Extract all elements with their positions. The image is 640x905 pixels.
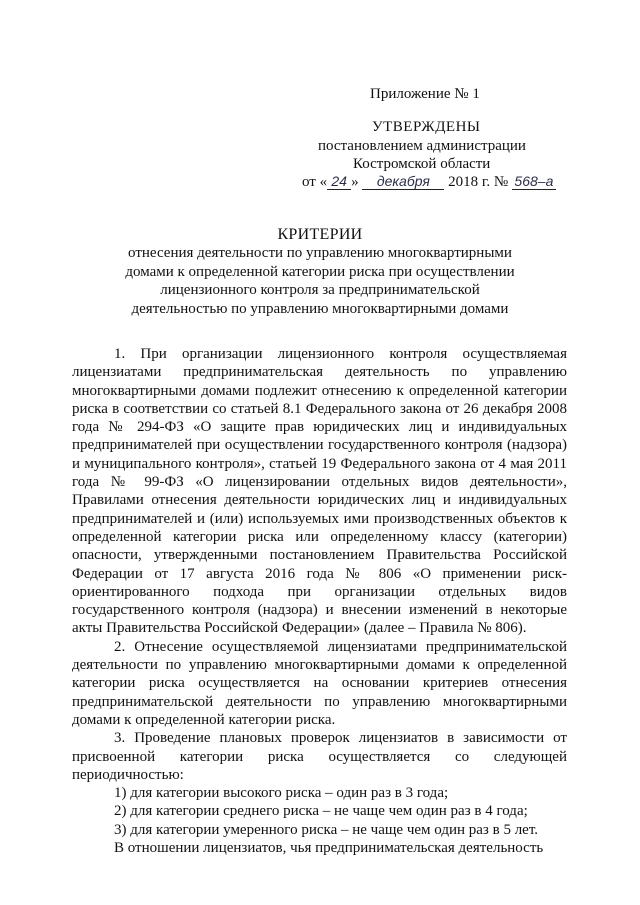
appendix-label: Приложение № 1 [370,86,480,102]
paragraph-1: 1. При организации лицензионного контроля осуществляемая лицензиатами предпринимательская деятельность по управлению многоквартирными домами подлежит отнесению к определенной категории риска в соответствии со статьей 8.1 Федерального закона от 26 декабря 2008 года № 294-ФЗ «О защите прав юридических лиц и индивидуальных предпринимателей при осуществлении государственного контроля (надзора) и муниципального контроля», статьей 19 Федерального закона от 4 мая 2011 года № 99-ФЗ «О лицензировании отдельных видов деятельности», Правилами отнесения деятельности юридических лиц и индивидуальных предпринимателей и (или) используемых ими производственных объектов к определенной категории риска или определенному классу (категории) опасности, утвержденными постановлением Правительства Российской Федерации от 17 августа 2016 года № 806 «О применении риск-ориентированного подхода при организации отдельных видов государственного контроля (надзора) и внесении изменений в некоторые акты Правительства Российской Федерации» (далее – Правила № 806). [72,346,567,637]
approved-heading: УТВЕРЖДЕНЫ [372,119,481,135]
list-item: 1) для категории высокого риска – один раз в 3 года; [114,785,449,802]
document-title: КРИТЕРИИ [277,226,363,243]
document-subtitle: отнесения деятельности по управлению многоквартирными домами к определенной категории риска при осуществлении лицензионного контроля за предпринимательской деятельностью по управлению многоквартирными домами [125,245,515,317]
document-body [72,345,567,857]
approval-region: Костромской области [353,156,491,172]
date-month: декабря [362,174,444,190]
date-year: 2018 г. № [448,174,509,190]
date-prefix: от « [302,174,328,190]
date-mid: » [351,174,359,190]
approval-date-line [302,174,556,191]
list-item: 2) для категории среднего риска – не чаще чем один раз в 4 года; [114,803,528,820]
list-item: 3) для категории умеренного риска – не чаще чем один раз в 5 лет. [114,821,539,838]
paragraph-2: 2. Отнесение осуществляемой лицензиатами предпринимательской деятельности по управлению многоквартирными домами к определенной категории риска осуществляется на основании критериев отнесения предпринимательской деятельности по управлению многоквартирными домами к определенной категории риска. [72,638,567,728]
approval-authority: постановлением администрации [318,138,526,154]
date-day: 24 [327,174,351,190]
document-number: 568–а [512,174,556,190]
paragraph-3: 3. Проведение плановых проверок лицензиатов в зависимости от присвоенной категории риска осуществляется со следующей периодичностью: [72,730,567,783]
paragraph-4: В отношении лицензиатов, чья предпринимательская деятельность [114,840,544,857]
